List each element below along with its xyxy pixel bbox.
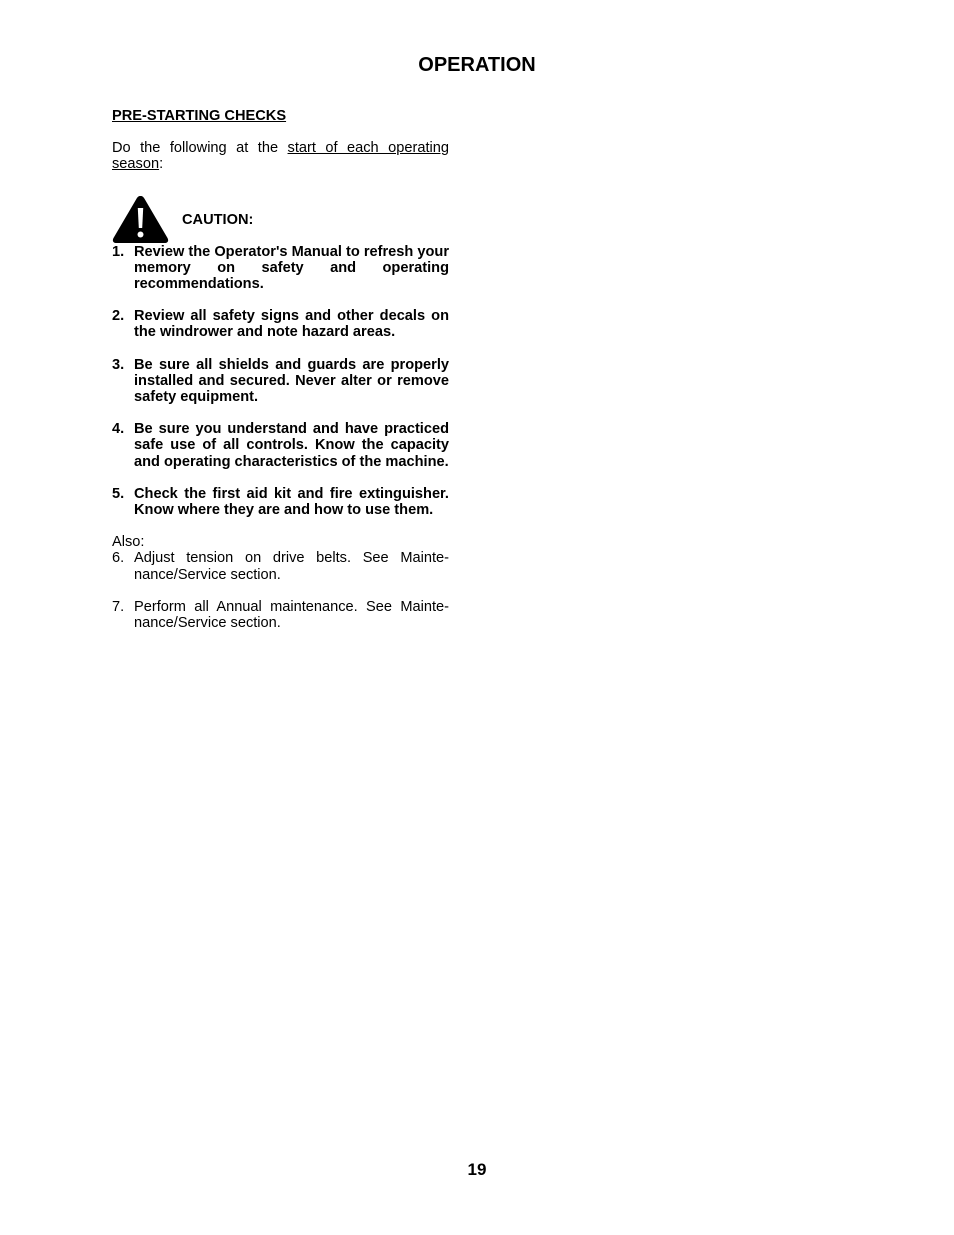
list-item-number: 7. bbox=[112, 598, 125, 615]
list-item bbox=[112, 486, 449, 518]
also-label: Also: bbox=[112, 534, 145, 551]
list-item-text: Check the first aid kit and fire extinguisher. Know where they are and how to use them. bbox=[134, 485, 449, 519]
list-item-number: 5. bbox=[112, 485, 125, 502]
content-column bbox=[112, 108, 449, 647]
list-item bbox=[112, 599, 449, 631]
intro-text-after: : bbox=[159, 156, 164, 173]
list-item-number: 3. bbox=[112, 356, 125, 373]
list-item-text: Be sure all shields and guards are properly installed and secured. Never alter or remove safety equipment. bbox=[134, 356, 449, 406]
list-item bbox=[112, 357, 449, 406]
intro-paragraph bbox=[112, 140, 449, 172]
list-item-number: 1. bbox=[112, 243, 125, 260]
list-item-text: Review the Operator's Manual to refresh your memory on safety and operating recommendations. bbox=[134, 243, 449, 293]
intro-text-before: Do the following at the bbox=[112, 140, 288, 157]
caution-block bbox=[112, 194, 449, 244]
list-item-text: Adjust tension on drive belts. See Mainte-nance/Service section. bbox=[134, 550, 449, 583]
list-item-text: Be sure you understand and have practiced safe use of all controls. Know the capacity and operating characteristics of the machine. bbox=[134, 421, 449, 470]
list-item-number: 6. bbox=[112, 550, 125, 567]
list-item-text: Perform all Annual maintenance. See Mainte-nance/Service section. bbox=[134, 598, 449, 632]
intro-underlined-phrase: start of each operating bbox=[287, 140, 449, 157]
list-item bbox=[112, 421, 449, 470]
page-title: OPERATION bbox=[418, 54, 536, 76]
caution-list bbox=[112, 244, 449, 519]
list-item-number: 2. bbox=[112, 308, 125, 325]
list-item-text: Review all safety signs and other decals on the windrower and note hazard areas. bbox=[134, 308, 449, 341]
list-item-number: 4. bbox=[112, 421, 125, 438]
list-item bbox=[112, 550, 449, 582]
section-heading: PRE-STARTING CHECKS bbox=[112, 108, 287, 124]
warning-triangle-icon bbox=[112, 194, 169, 244]
additional-list bbox=[112, 550, 449, 631]
list-item bbox=[112, 308, 449, 340]
list-item bbox=[112, 244, 449, 293]
caution-label: CAUTION: bbox=[182, 211, 254, 228]
intro-underlined-season: season bbox=[112, 156, 160, 173]
page-number: 19 bbox=[467, 1160, 487, 1179]
